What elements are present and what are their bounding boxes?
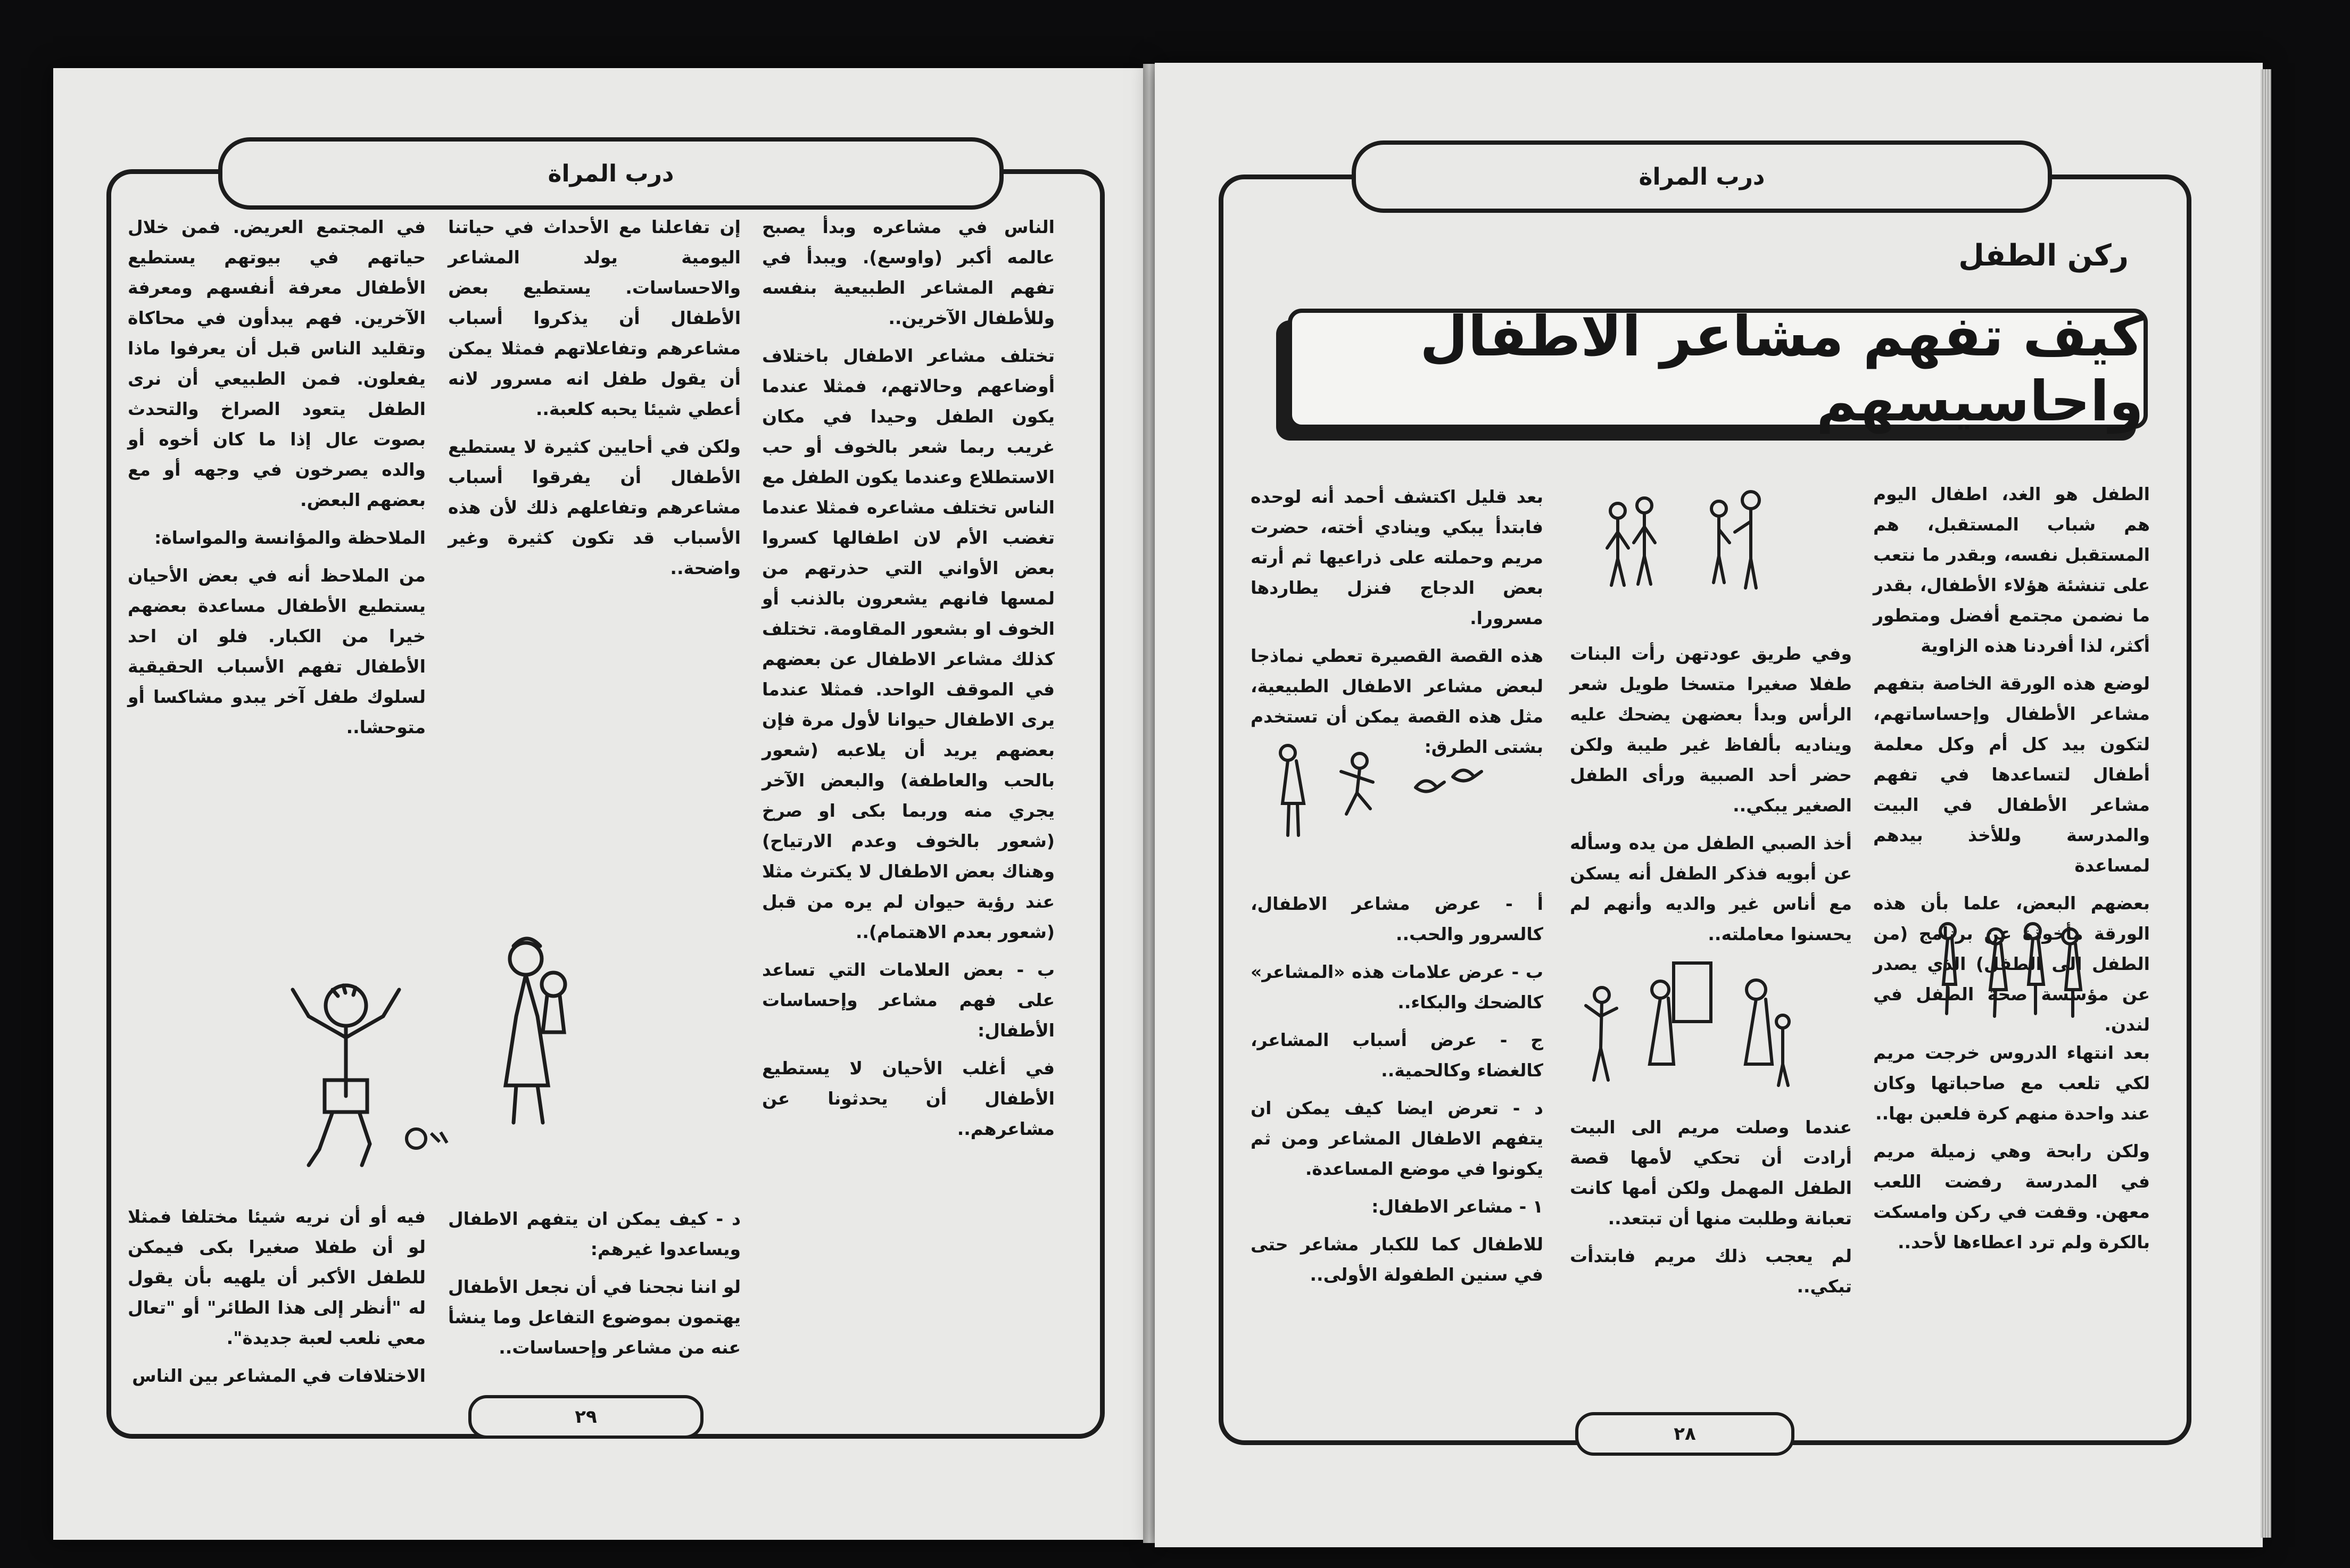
right-page-col-left-bottom bbox=[1251, 889, 1543, 1415]
paragraph: بعد قليل اكتشف أحمد أنه لوحده فابتدأ يبكي وينادي أخته، حضرت مريم وحملته على ذراعيها ثم أرته بعض الدجاج فنزل يطاردها مسرورا. bbox=[1251, 486, 1543, 628]
paragraph: لم يعجب ذلك مريم فابتدأت تبكي.. bbox=[1570, 1246, 1852, 1297]
right-page-col-left bbox=[1251, 482, 1543, 757]
left-page-number bbox=[468, 1395, 704, 1439]
paragraph: تختلف مشاعر الاطفال باختلاف أوضاعهم وحالاتهم، فمثلا عندما يكون الطفل وحيدا في مكان غريب ربما شعر بالخوف أو حب الاستطلاع وعندما يكون الطفل مع الناس تختلف مشاعره فمثلا عندما تغضب الأم لان اطفالها كسروا بعض الأواني التي حذرتهم من لمسها فانهم يشعرون بالذنب أو الخوف او بشعور المقاومة. تختلف كذلك مشاعر الاطفال عن بعضهم في الموقف الواحد. فمثلا عندما يرى الاطفال حيوانا لأول مرة فإن بعضهم يريد أن يلاعبه (شعور بالحب والعاطفة) والبعض الآخر يجري منه وربما بكى او صرخ (شعور بالخوف وعدم الارتياح) وهناك بعض الاطفال لا يكترث مثلا عند رؤية حيوان لم يره من قبل (شعور بعدم الاهتمام).. bbox=[762, 345, 1055, 942]
left-page-col-right bbox=[762, 212, 1055, 1361]
paragraph: بعد انتهاء الدروس خرجت مريم لكي تلعب مع صاحباتها وكان عند واحدة منهم كرة فلعبن بها.. bbox=[1873, 1042, 2150, 1124]
family-scene-illustration bbox=[1570, 958, 1809, 1096]
left-page-col-middle bbox=[448, 212, 741, 914]
paragraph: فيه أو أن نريه شيئا مختلفا فمثلا لو أن طفلا صغيرا بكى فيمكن للطفل الأكبر أن يلهيه بأن يقول له "أنظر إلى هذا الطائر" أو "تعال معي نلعب لعبة جديدة". bbox=[128, 1206, 426, 1348]
page-edges bbox=[2261, 69, 2271, 1538]
paragraph: في المجتمع العريض. فمن خلال حياتهم في بيوتهم يستطيع الأطفال معرفة أنفسهم ومعرفة الآخرين. فهم يبدأون في محاكاة وتقليد الناس قبل أن يعرفوا ماذا يفعلون. فمن الطبيعي أن نرى الطفل يتعود الصراخ والتحدث بصوت عال إذا ما كان أخوه أو والده يصرخون في وجهه أو مع بعضهم البعض. bbox=[128, 217, 426, 510]
right-page-number-text: ٢٨ bbox=[1674, 1423, 1696, 1445]
subheading: ب - بعض العلامات التي تساعد على فهم مشاعر وإحساسات الأطفال: bbox=[762, 959, 1055, 1041]
paragraph: الطفل هو الغد، اطفال اليوم هم شباب المستقبل، هم المستقبل نفسه، وبقدر ما نتعب على تنشئة هؤلاء الأطفال، بقدر ما نضمن مجتمع أفضل ومتطور أكثر، لذا أفردنا هذه الزاوية bbox=[1873, 484, 2150, 656]
subheading: الاختلافات في المشاعر بين الناس bbox=[132, 1365, 426, 1386]
paragraph: بعضهم البعض، علما بأن هذه الورقة مأخوذة عن برنامج (من الطفل الى الطفل) الذي يصدر عن مؤسسة صحة الطفل في لندن. bbox=[1873, 893, 2150, 1035]
paragraph: أخذ الصبي الطفل من يده وسأله عن أبويه فذكر الطفل أنه يسكن مع أناس غير والديه وأنهم لم يحسنوا معاملته.. bbox=[1570, 833, 1852, 944]
paragraph: لوضع هذه الورقة الخاصة بتفهم مشاعر الأطفال وإحساساتهم، لتكون بيد كل أم وكل معلمة أطفال لتساعدها في تفهم مشاعر الأطفال في البيت والمدرسة وللأخذ بيدهم لمساعدة bbox=[1873, 673, 2150, 876]
paragraph: عندما وصلت مريم الى البيت أرادت أن تحكي لأمها قصة الطفل المهمل ولكن أمها كانت تعبانة وطلبت منها أن تبتعد.. bbox=[1570, 1117, 1852, 1229]
paragraph: ولكن في أحايين كثيرة لا يستطيع الأطفال أن يفرقوا أسباب مشاعرهم وتفاعلهم ذلك لأن هذه الأسباب قد تكون كثيرة وغير واضحة.. bbox=[448, 436, 741, 578]
magazine-name: درب المراة bbox=[1639, 163, 1765, 190]
mother-carrying-child-illustration bbox=[484, 926, 612, 1133]
right-page-header bbox=[1352, 140, 2052, 213]
right-page-col-middle-bottom bbox=[1570, 1112, 1852, 1410]
left-page-number-text: ٢٩ bbox=[575, 1406, 597, 1428]
left-page-col-left bbox=[128, 212, 426, 914]
paragraph: ج - عرض أسباب المشاعر، كالغضاء وكالحمية.. bbox=[1251, 1030, 1543, 1081]
paragraph: أ - عرض مشاعر الاطفال، كالسرور والحب.. bbox=[1251, 893, 1543, 944]
paragraph: الناس في مشاعره وبدأ يصبح عالمه أكبر (واوسع). ويبدأ في تفهم المشاعر الطبيعية بنفسه وللأطفال الآخرين.. bbox=[762, 217, 1055, 328]
subheading: الملاحظة والمؤانسة والمواساة: bbox=[154, 527, 426, 548]
paragraph: لو اننا نجحنا في أن نجعل الأطفال يهتمون بموضوع التفاعل وما ينشأ عنه من مشاعر وإحساسات.. bbox=[448, 1276, 741, 1358]
left-page-col-middle-bottom bbox=[448, 1196, 741, 1372]
paragraph: ولكن رابحة وهي زميلة مريم في المدرسة رفضت اللعب معهن. وقفت في ركن وامسكت بالكرة ولم ترد اعطاءها لأحد.. bbox=[1873, 1141, 2150, 1252]
paragraph: وفي طريق عودتهن رأت البنات طفلا صغيرا متسخا طويل شعر الرأس وبدأ بعضهن يضحك عليه ويناديه بألفاظ غير طيبة ولكن حضر أحد الصبية ورأى الطفل الصغير يبكي.. bbox=[1570, 643, 1852, 816]
paragraph: للاطفال كما للكبار مشاعر حتى في سنين الطفولة الأولى.. bbox=[1251, 1234, 1543, 1285]
subheading: ١ - مشاعر الاطفال: bbox=[1371, 1196, 1543, 1217]
child-chasing-chickens-illustration bbox=[1267, 740, 1501, 846]
section-label: ركن الطفل bbox=[1958, 238, 2129, 273]
article-title-box bbox=[1288, 304, 2148, 434]
children-group-illustration bbox=[1596, 490, 1777, 596]
right-page-number bbox=[1575, 1412, 1794, 1456]
paragraph: هذه القصة القصيرة تعطي نماذجا لبعض مشاعر الاطفال الطبيعية، مثل هذه القصة يمكن أن تستخدم بشتى الطرق: bbox=[1251, 645, 1543, 757]
subheading: د - كيف يمكن ان يتفهم الاطفال ويساعدوا غيرهم: bbox=[448, 1208, 741, 1259]
right-page-col-middle bbox=[1570, 638, 1852, 968]
paragraph: ب - عرض علامات هذه «المشاعر» كالضحك والبكاء.. bbox=[1251, 961, 1543, 1013]
paragraph: إن تفاعلنا مع الأحداث في حياتنا اليومية يولد المشاعر والاحساسات. يستطيع بعض الأطفال أن يذكروا أسباب مشاعرهم وتفاعلاتهم فمثلا يمكن أن يقول طفل انه مسرور لانه أعطي شيئا يحبه كلعبة.. bbox=[448, 217, 741, 419]
paragraph: من الملاحظ أنه في بعض الأحيان يستطيع الأطفال مساعدة بعضهم خيرا من الكبار. فلو ان احد الأطفال تفهم الأسباب الحقيقية لسلوك طفل آخر يبدو مشاكسا أو متوحشا.. bbox=[128, 565, 426, 737]
paragraph: في أغلب الأحيان لا يستطيع الأطفال أن يحدثونا عن مشاعرهم.. bbox=[762, 1058, 1055, 1139]
left-page-col-left-bottom bbox=[128, 1201, 426, 1386]
angry-child-illustration bbox=[271, 974, 484, 1181]
girls-playing-illustration bbox=[1926, 915, 2097, 1022]
magazine-name: درب المراة bbox=[548, 160, 674, 187]
paragraph: د - تعرض ايضا كيف يمكن ان يتفهم الاطفال المشاعر ومن ثم يكونوا في موضع المساعدة. bbox=[1251, 1098, 1543, 1179]
left-page-header bbox=[218, 137, 1004, 210]
article-title: كيف تفهم مشاعر الاطفال واحاسيسهم bbox=[1420, 304, 2144, 434]
right-page-col-right-bottom bbox=[1873, 1038, 2150, 1405]
